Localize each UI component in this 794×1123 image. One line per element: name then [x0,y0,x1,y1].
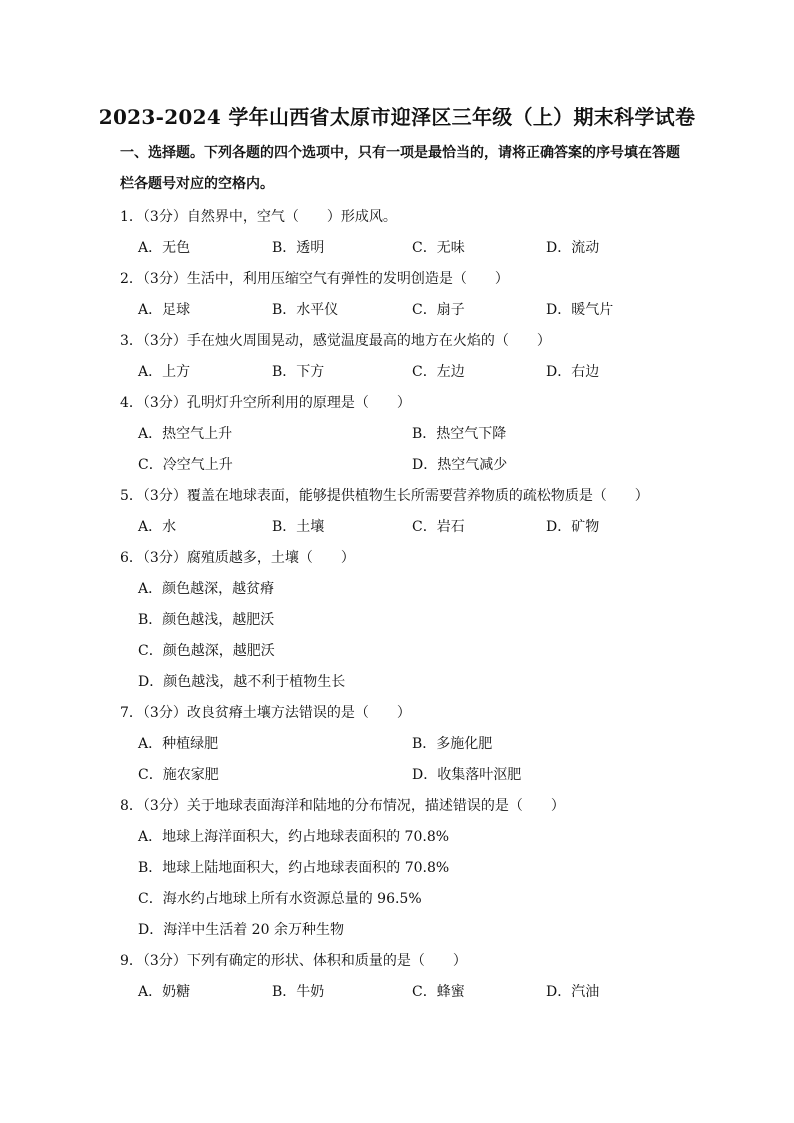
option-c: C．施农家肥 [138,767,219,783]
option-c: C．左边 [412,364,465,380]
question-stem: 4．（3分）孔明灯升空所利用的原理是（ ） [120,395,411,411]
option-a: A．地球上海洋面积大，约占地球表面积的 70.8% [138,829,450,845]
option-a: A．颜色越深，越贫瘠 [138,581,275,597]
option-c: C．蜂蜜 [412,984,465,1000]
option-d: D．收集落叶沤肥 [412,767,522,783]
question-stem: 2．（3分）生活中，利用压缩空气有弹性的发明创造是（ ） [120,271,509,287]
option-a: A．水 [138,519,177,535]
option-d: D．汽油 [546,984,600,1000]
options-row [120,760,690,791]
question-list [120,202,690,1008]
option-b: B．热空气下降 [412,426,507,442]
question-9 [120,946,690,1008]
question-stem: 6．（3分）腐殖质越多，土壤（ ） [120,550,355,566]
option-b: B．地球上陆地面积大，约占地球表面积的 70.8% [138,860,450,876]
option-a: A．热空气上升 [138,426,233,442]
option-b: B．颜色越浅，越肥沃 [138,612,275,628]
option-d: D．流动 [546,240,600,256]
question-3 [120,326,690,388]
options-row [120,419,690,450]
options-row [120,729,690,760]
question-8 [120,791,690,946]
question-2 [120,264,690,326]
option-d: D．颜色越浅，越不利于植物生长 [138,674,346,690]
section-instructions: 一、选择题。下列各题的四个选项中，只有一项是最恰当的，请将正确答案的序号填在答题栏各题号对应的空格内。 [120,145,680,192]
option-a: A．奶糖 [138,984,191,1000]
question-6 [120,543,690,698]
option-b: B．透明 [272,240,325,256]
option-d: D．海洋中生活着 20 余万种生物 [138,922,344,938]
option-c: C．海水约占地球上所有水资源总量的 96.5% [138,891,422,907]
option-a: A．上方 [138,364,191,380]
question-1 [120,202,690,264]
question-stem: 3．（3分）手在烛火周围晃动，感觉温度最高的地方在火焰的（ ） [120,333,551,349]
option-c: C．无味 [412,240,465,256]
option-b: B．下方 [272,364,325,380]
option-b: B．土壤 [272,519,325,535]
option-c: C．扇子 [412,302,465,318]
question-stem: 9．（3分）下列有确定的形状、体积和质量的是（ ） [120,953,467,969]
options-row [120,357,690,388]
option-d: D．暖气片 [546,302,614,318]
question-5 [120,481,690,543]
option-d: D．热空气减少 [412,457,508,473]
option-a: A．足球 [138,302,191,318]
question-stem: 8．（3分）关于地球表面海洋和陆地的分布情况，描述错误的是（ ） [120,798,565,814]
option-c: C．岩石 [412,519,465,535]
options-row [120,295,690,326]
option-c: C．冷空气上升 [138,457,233,473]
question-stem: 1．（3分）自然界中，空气（ ）形成风。 [120,209,397,225]
question-stem: 7．（3分）改良贫瘠土壤方法错误的是（ ） [120,705,411,721]
option-d: D．矿物 [546,519,600,535]
page-title: 2023-2024 学年山西省太原市迎泽区三年级（上）期末科学试卷 [98,105,696,129]
option-a: A．无色 [138,240,191,256]
option-a: A．种植绿肥 [138,736,219,752]
option-b: B．水平仪 [272,302,339,318]
options-row [120,233,690,264]
question-stem: 5．（3分）覆盖在地球表面，能够提供植物生长所需要营养物质的疏松物质是（ ） [120,488,649,504]
options-row [120,512,690,543]
options-row [120,450,690,481]
option-c: C．颜色越深，越肥沃 [138,643,275,659]
question-7 [120,698,690,791]
options-row [120,977,690,1008]
option-b: B．牛奶 [272,984,325,1000]
option-b: B．多施化肥 [412,736,493,752]
option-d: D．右边 [546,364,600,380]
question-4 [120,388,690,481]
